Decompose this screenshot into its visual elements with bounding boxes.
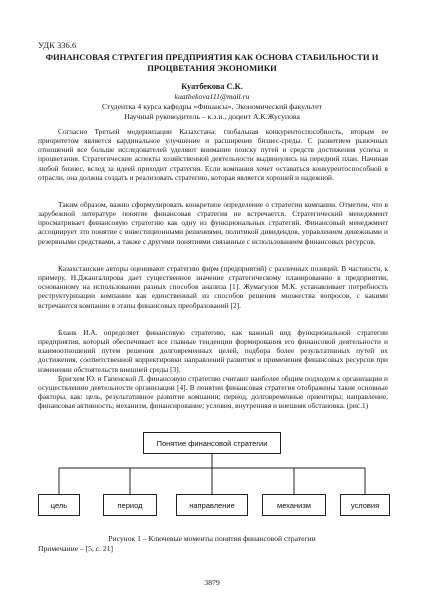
paragraph-3: Казахстанские авторы оценивают стратегию фирм (предприятий) с различных позиций. В частности, к примеру, Н.Джангалирова дает существенное значение стратегическому планированию в предприятии, основанному на использовании разных способов анализа [1]. Жумагулов М.К. устанавливает потребность реструктуризации компании как единственный из способов решения множества вопросов, с какими встречаются компании в этапы финансовых преобразований [2]. (38, 264, 388, 310)
scientific-advisor: Научный руководитель – к.э.н., доцент А.К.Жусупова (124, 112, 300, 121)
page-number: 3879 (204, 578, 220, 587)
figure-note: Примечание – [5, с. 21] (38, 544, 114, 553)
author-email[interactable]: kuatbekova111@mail.ru (174, 92, 250, 101)
diagram-box-period (103, 494, 157, 516)
author-affiliation: Студентка 4 курса кафедры «Финансы», Экономический факультет (102, 102, 322, 111)
figure-diagram (38, 422, 386, 532)
diagram-box-goal (38, 494, 80, 516)
diagram-top-box (143, 432, 281, 454)
diagram-box-label: механизм (277, 500, 311, 510)
figure-caption: Рисунок 1 – Ключевые моменты понятия финансовой стратегии (108, 534, 316, 543)
paragraph-4: Бланк И.А. определяет финансовую стратегию, как важный вид функциональной стратегии предприятия, который обеспечивает все главные тенденции формирования его финансовой деятельности и взаимоотношений путем решения долговременных целей, подбора более результативных путей их достижения, соответственной корректировки направлений развития и применения финансовых ресурсов при изменении обстоятельств внешней среды [3]. (38, 328, 388, 374)
udk-code: УДК 336.6 (38, 40, 77, 50)
paragraph-2: Таким образом, важно сформулировать конкретное определение о стратегии компании. Отметим, что в зарубежной литературе понятие финансовая стратегия не встречается. Стратегический менеджмент просматривает финансовую стратегию как одну из функциональных стратегий. Финансовый менеджмент ассоциирует это понятие с инвестиционными решениями, политикой дивидендов, управлением денежными и резервными средствами, а также с другими понятиями связанные с использованием финансовых ресурсов. (38, 200, 388, 246)
diagram-box-label: период (117, 500, 143, 510)
diagram-box-label: цель (50, 500, 68, 510)
diagram-box-conditions (340, 494, 390, 516)
diagram-box-direction (176, 494, 248, 516)
diagram-top-label: Понятие финансовой стратегии (156, 438, 268, 448)
diagram-box-mechanism (262, 494, 326, 516)
author-name: Куатбекова С.К. (181, 82, 243, 91)
diagram-box-label: направление (189, 500, 235, 510)
diagram-box-label: условия (350, 500, 380, 510)
paragraph-1: Согласно Третьей модернизации Казахстана: глобальная конкурентоспособность, вторым ее приоритетом является кардинальное улучшение и расширение бизнес-среды. С развитием рыночных отношений все больше исследователей уделяют внимание поиску путей и средств достижения успеха и процветания. Стратегические аспекты хозяйственной деятельности выдвинулись на передний план. Начиная любой бизнес, вслед за идеей приходит стратегия. Если компания хочет оставаться конкурентоспособной в отрасли, она должна создать и реализовать стратегию, которая является хорошей и надежной. (38, 127, 388, 182)
paragraph-5: Бригхем Ю. и Гапенской Л. финансовую стратегию считают наиболее общим подходом к организации и осуществлению деятельности организации [4]. В понятии финансовая стратегия отображены такие основные факторы, как: цель, результативное развитие компании; период, долговременные ориентиры; направление, финансовая активность; механизм, финансирование; условия, внутренняя и внешняя обстановка. (рис.1) (38, 374, 388, 411)
article-title: ФИНАНСОВАЯ СТРАТЕГИЯ ПРЕДПРИЯТИЯ КАК ОСНОВА СТАБИЛЬНОСТИ И ПРОЦВЕТАНИЯ ЭКОНОМИКИ (45, 52, 379, 73)
